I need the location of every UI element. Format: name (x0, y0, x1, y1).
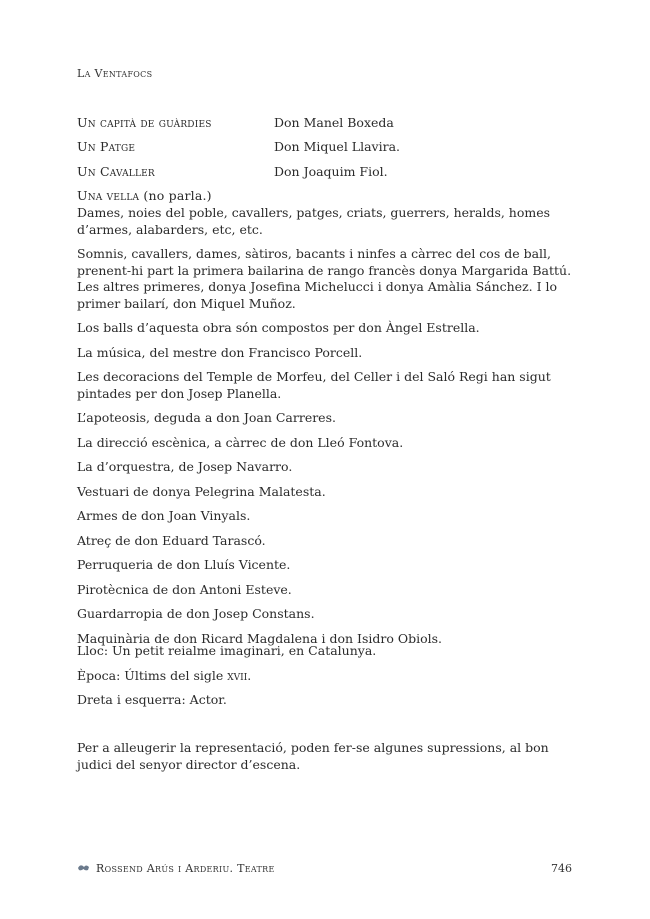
cast-row (77, 159, 577, 184)
cast-role: Un Cavaller (77, 163, 155, 179)
cast-row (77, 110, 577, 135)
paragraph: Maquinària de don Ricard Magdalena i don Isidro Obiols. (77, 630, 443, 646)
paragraph: Les decoracions del Temple de Morfeu, del Celler i del Saló Regi han sigut pintades per don Josep Planella. (77, 369, 551, 401)
setting-stage: Dreta i esquerra: Actor. (77, 692, 227, 707)
paragraph: Armes de don Joan Vinyals. (77, 508, 251, 523)
page-number: 746 (551, 862, 572, 875)
cast-role: Un capità de guàrdies (77, 114, 212, 130)
paragraph: La direcció escènica, a càrrec de don Lleó Fontova. (77, 434, 404, 450)
paragraph: La música, del mestre don Francisco Porcell. (77, 344, 363, 360)
running-head: La Ventafocs (77, 67, 153, 80)
hands-emblem-icon (77, 862, 90, 875)
paragraph: Dames, noies del poble, cavallers, patges, criats, guerrers, heralds, homes d’armes, alabarders, etc, etc. (77, 205, 551, 237)
page-footer (77, 862, 572, 875)
old-woman-note: (no parla.) (139, 188, 212, 204)
setting-block (77, 643, 575, 717)
footer-title: Rossend Arús i Arderiu. Teatre (96, 862, 275, 875)
paragraph: La d’orquestra, de Josep Navarro. (77, 459, 293, 474)
epoch-suffix: . (247, 667, 252, 683)
cast-role-old-woman (77, 188, 274, 203)
cast-actor: Don Manel Boxeda (274, 114, 394, 130)
old-woman-role: Una vella (77, 188, 140, 204)
paragraph: Somnis, cavallers, dames, sàtiros, bacants i ninfes a càrrec del cos de ball, prenent-hi part la primera bailarina de rango francès donya Margarida Battú. Les altres primeres, donya Josefina Michelucci i donya Amàlia Sánchez. I lo primer bailarí, don Miquel Muñoz. (77, 246, 572, 311)
cast-list (77, 110, 577, 208)
credits-paragraphs (77, 205, 575, 655)
paragraph: Vestuari de donya Pelegrina Malatesta. (77, 483, 326, 499)
epoch-century: xvii (227, 667, 248, 683)
epoch-prefix: Època: Últims del sigle (77, 667, 228, 683)
cast-role: Un Patge (77, 139, 136, 155)
cast-actor: Don Joaquim Fiol. (274, 163, 388, 179)
paragraph: Pirotècnica de don Antoni Esteve. (77, 581, 292, 597)
cast-row (77, 135, 577, 160)
paragraph: Perruqueria de don Lluís Vicente. (77, 557, 291, 572)
setting-epoch (77, 668, 575, 685)
closing-note (77, 740, 575, 781)
paragraph: Guardarropia de don Josep Constans. (77, 606, 315, 621)
closing-paragraph: Per a alleugerir la representació, poden fer-se algunes supressions, al bon judici del senyor director d’escena. (77, 740, 549, 772)
paragraph: Los balls d’aquesta obra són compostos per don Àngel Estrella. (77, 320, 480, 335)
cast-actor: Don Miquel Llavira. (274, 139, 401, 155)
paragraph: Atreç de don Eduard Tarascó. (77, 532, 266, 548)
footer-left (77, 862, 275, 875)
paragraph: L’apoteosis, deguda a don Joan Carreres. (77, 410, 336, 425)
setting-place: Lloc: Un petit reialme imaginari, en Catalunya. (77, 643, 377, 658)
